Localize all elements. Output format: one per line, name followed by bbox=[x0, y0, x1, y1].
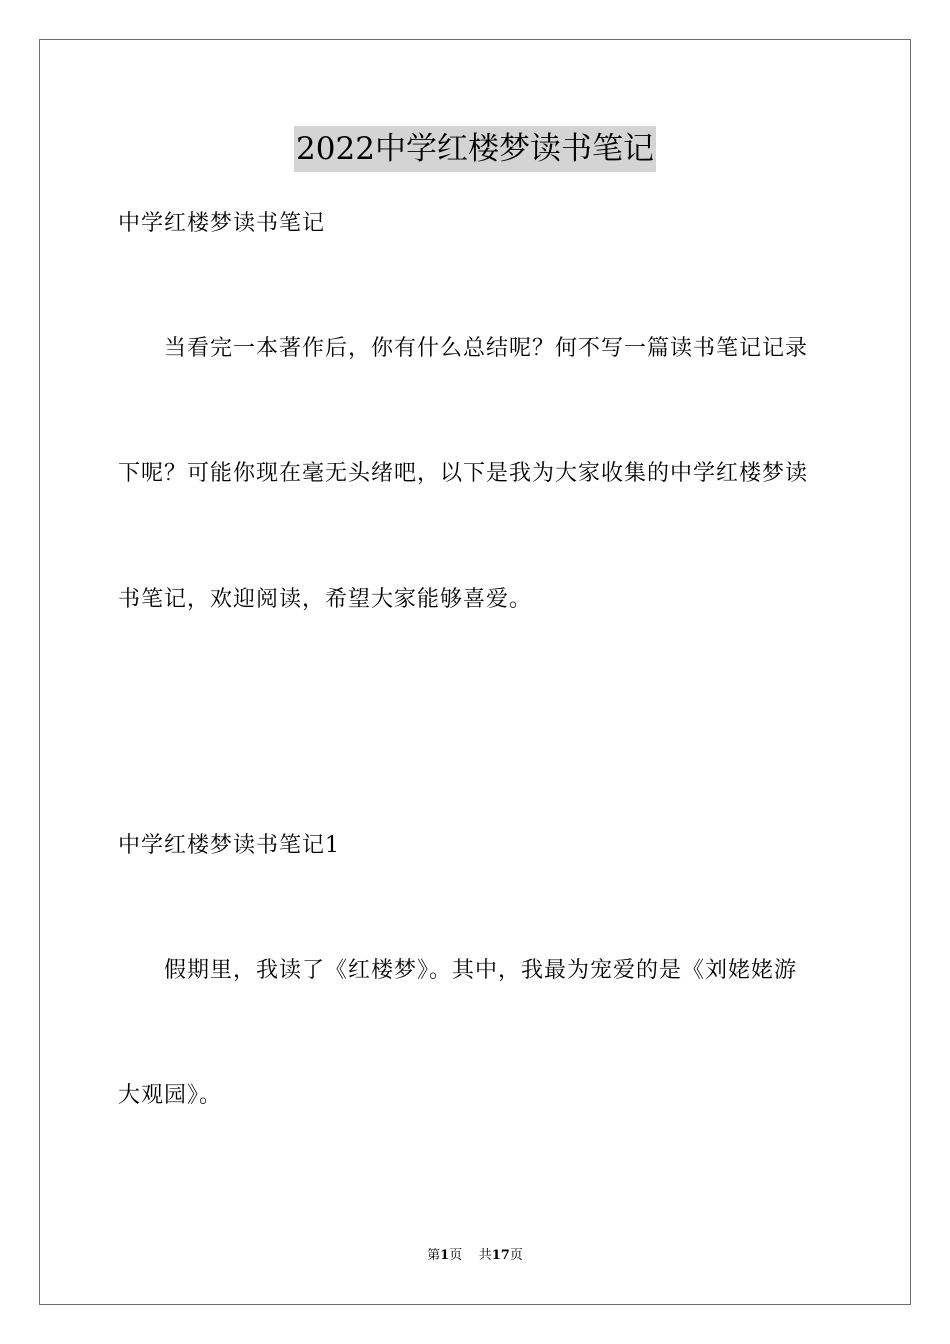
document-title bbox=[0, 126, 950, 172]
document-subtitle: 中学红楼梦读书笔记 bbox=[118, 211, 326, 236]
intro-line-3: 书笔记，欢迎阅读，希望大家能够喜爱。 bbox=[118, 587, 533, 612]
intro-line-2: 下呢？可能你现在毫无头绪吧，以下是我为大家收集的中学红楼梦读 bbox=[118, 461, 809, 486]
footer-total-pages: 17 bbox=[491, 1248, 510, 1263]
section-heading: 中学红楼梦读书笔记1 bbox=[118, 833, 340, 858]
intro-line-1: 当看完一本著作后，你有什么总结呢？何不写一篇读书笔记记录 bbox=[164, 336, 809, 361]
page-footer bbox=[0, 1246, 950, 1266]
section-line-1: 假期里，我读了《红楼梦》。其中，我最为宠爱的是《刘姥姥游 bbox=[164, 958, 798, 983]
footer-total-prefix: 共 bbox=[478, 1248, 492, 1263]
footer-page-suffix: 页 bbox=[449, 1248, 463, 1263]
footer-page-prefix: 第 bbox=[427, 1248, 441, 1263]
document-title-text: 2022中学红楼梦读书笔记 bbox=[294, 126, 656, 172]
footer-total-suffix: 页 bbox=[509, 1248, 523, 1263]
footer-page-number: 1 bbox=[440, 1248, 450, 1263]
section-line-2: 大观园》。 bbox=[118, 1083, 223, 1108]
